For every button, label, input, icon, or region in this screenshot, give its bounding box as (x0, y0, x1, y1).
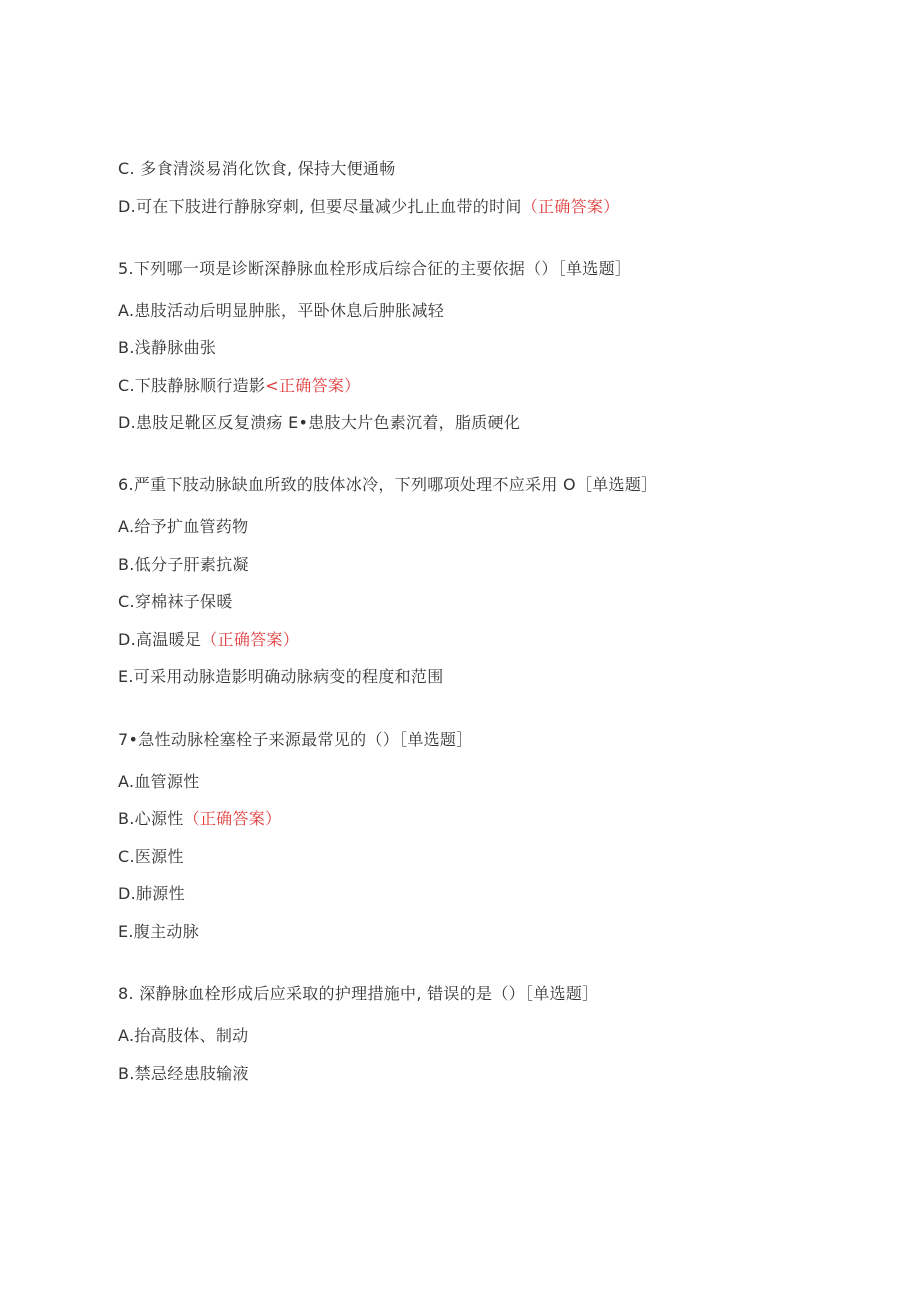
q5-option-a-text: A.患肢活动后明显肿胀，平卧休息后肿胀减轻 (118, 301, 445, 320)
q8-option-b-text: B.禁忌经患肢输液 (118, 1064, 249, 1083)
q7-option-c-text: C.医源性 (118, 847, 184, 866)
q6-option-e-text: E.可采用动脉造影明确动脉病变的程度和范围 (118, 667, 444, 686)
q8-question-text: 8. 深静脉血栓形成后应采取的护理措施中, 错误的是（）［单选题］ (118, 984, 599, 1003)
q5-option-c-text: C.下肢静脉顺行造影 (118, 376, 266, 395)
q5-option-de (118, 412, 520, 434)
q6-option-a-text: A.给予扩血管药物 (118, 517, 249, 536)
q5-question (118, 258, 631, 280)
q5-option-de-text: D.患肢足靴区反复溃疡 E•患肢大片色素沉着，脂质硬化 (118, 413, 521, 432)
q5-option-b-text: B.浅静脉曲张 (118, 338, 217, 357)
q4-option-d (118, 196, 620, 218)
q7-question-text: 7•急性动脉栓塞栓子来源最常见的（）［单选题］ (118, 730, 473, 749)
q6-question (118, 474, 657, 496)
q7-option-e-text: E.腹主动脉 (118, 922, 199, 941)
q6-option-a (118, 516, 248, 538)
correct-answer-mark: （正确答案） (201, 630, 300, 649)
q7-option-c (118, 846, 184, 868)
q7-option-b-text: B.心源性 (118, 809, 184, 828)
q4-option-c (118, 158, 396, 180)
q6-question-text: 6.严重下肢动脉缺血所致的肢体冰冷，下列哪项处理不应采用 O［单选题］ (118, 475, 658, 494)
q6-option-d-text: D.高温暖足 (118, 630, 202, 649)
q7-option-e (118, 921, 199, 943)
q7-option-a-text: A.血管源性 (118, 772, 200, 791)
q7-option-b (118, 808, 281, 830)
q4-option-d-text: D.可在下肢进行静脉穿刺, 但要尽量减少扎止血带的时间 (118, 197, 522, 216)
q5-question-text: 5.下列哪一项是诊断深静脉血栓形成后综合征的主要依据（）［单选题］ (118, 259, 632, 278)
q6-option-c-text: C.穿棉袜子保暖 (118, 592, 233, 611)
q5-option-a (118, 300, 444, 322)
q7-option-d-text: D.肺源性 (118, 884, 185, 903)
q5-option-c (118, 375, 360, 397)
correct-answer-mark: （正确答案） (183, 809, 282, 828)
correct-answer-mark: （正确答案） (521, 197, 620, 216)
q7-option-d (118, 883, 185, 905)
q8-option-a-text: A.抬高肢体、制动 (118, 1026, 249, 1045)
q7-option-a (118, 771, 200, 793)
q8-option-b (118, 1063, 249, 1085)
correct-answer-mark: <正确答案） (265, 376, 361, 395)
q6-option-c (118, 591, 233, 613)
q6-option-d (118, 629, 299, 651)
q4-option-c-text: C. 多食清淡易消化饮食, 保持大便通畅 (118, 159, 396, 178)
q8-question (118, 983, 598, 1005)
q7-question (118, 729, 473, 751)
q6-option-b-text: B.低分子肝素抗凝 (118, 555, 249, 574)
q5-option-b (118, 337, 216, 359)
q6-option-b (118, 554, 249, 576)
q6-option-e (118, 666, 444, 688)
q8-option-a (118, 1025, 248, 1047)
